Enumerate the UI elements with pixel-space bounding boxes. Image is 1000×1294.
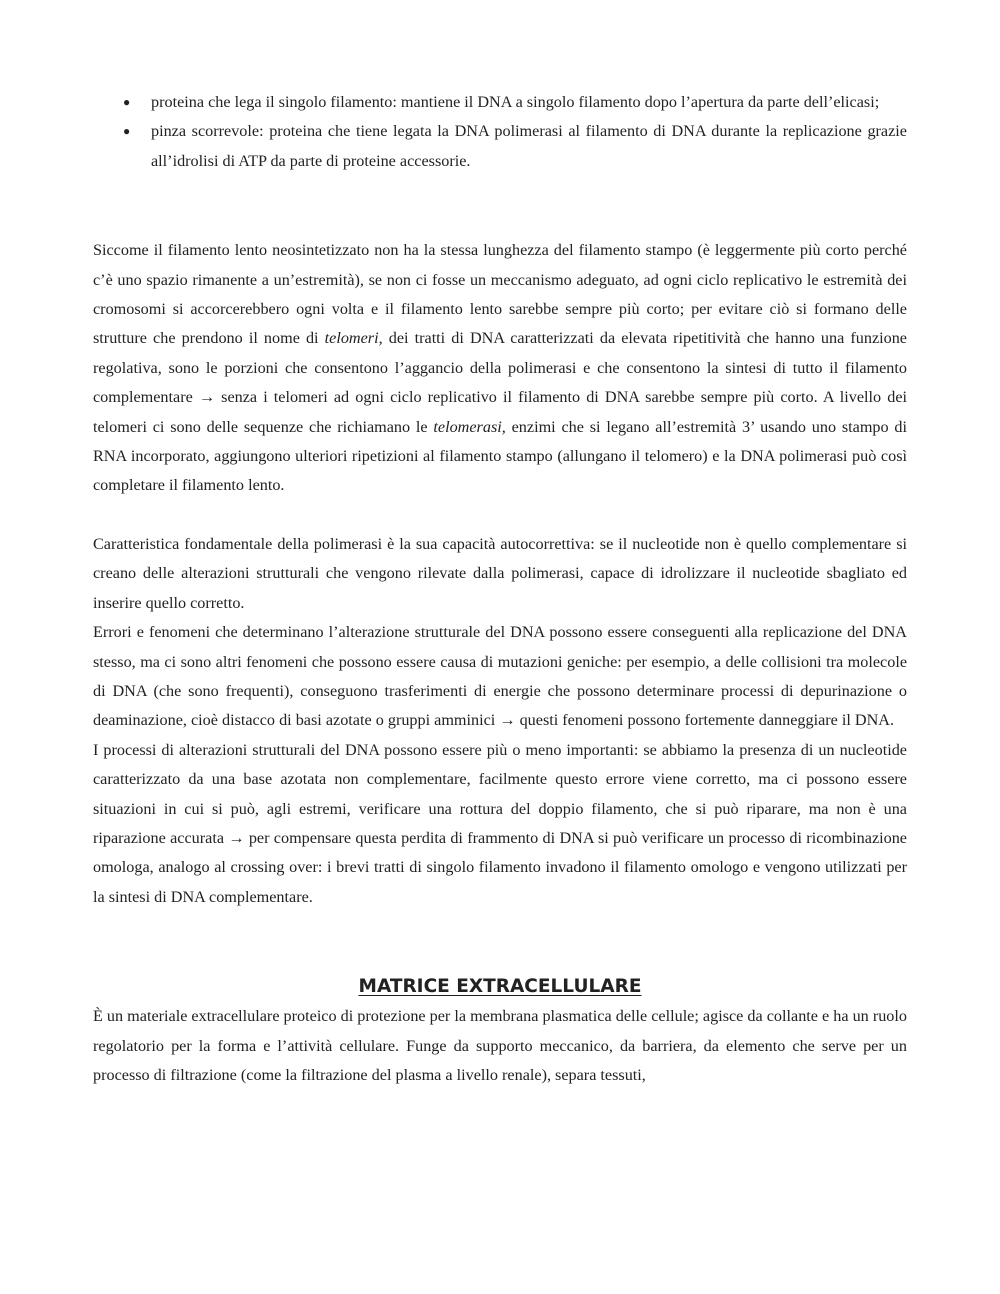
bullet-list <box>93 88 907 176</box>
paragraph-matrice: È un materiale extracellulare proteico di protezione per la membrana plasmatica delle cellule; agisce da collante e ha un ruolo regolatorio per la forma e l’attività cellulare. Funge da supporto meccanico, da barriera, da elemento che serve per un processo di filtrazione (come la filtrazione del plasma a livello renale), separa tessuti, <box>93 1007 907 1084</box>
spacer <box>93 501 907 530</box>
bullet-item-ssb <box>93 88 907 117</box>
bullet-item-sliding-clamp <box>93 117 907 176</box>
spacer <box>93 912 907 972</box>
paragraph-text: Siccome il filamento lento neosintetizzato non ha la stessa lunghezza del filamento stampo (è leggermente più corto perché c’è uno spazio rimanente a un’estremità), se non ci fosse un meccanismo adeguato, ad ogni ciclo replicativo le estremità dei cromosomi si accorcerebbero ogni volta e il filamento lento sarebbe sempre più corto; per evitare ciò si formano delle strutture che prendono il nome di <box>93 241 907 348</box>
bullet-text: proteina che lega il singolo filamento: mantiene il DNA a singolo filamento dopo l’apertura da parte dell’elicasi; <box>151 93 880 111</box>
document-page <box>93 88 907 1090</box>
bullet-dot-icon: ● <box>123 95 131 109</box>
paragraph-text: dei tratti di DNA caratterizzati da elevata ripetitività che hanno una funzione regolativa, sono le porzioni che consentono l’aggancio della polimerasi e che consentono la sintesi di tutto il filamento complementare → senza i telomeri ad ogni ciclo replicativo il filamento di DNA sarebbe sempre più corto. A livello dei telomeri ci sono delle sequenze che richiamano le <box>93 329 907 436</box>
paragraph-errori: Errori e fenomeni che determinano l’alterazione strutturale del DNA possono essere conseguenti alla replicazione del DNA stesso, ma ci sono altri fenomeni che possono essere causa di mutazioni geniche: per esempio, a delle collisioni tra molecole di DNA (che sono frequenti), conseguono trasferimenti di energie che possono determinare processi di depurinazione o deaminazione, cioè distacco di basi azotate o gruppi amminici → questi fenomeni possono fortemente danneggiare il DNA. <box>93 623 907 730</box>
bullet-dot-icon: ● <box>123 124 131 139</box>
bullet-text: pinza scorrevole: proteina che tiene legata la DNA polimerasi al filamento di DNA durante la replicazione grazie all’idrolisi di ATP da parte di proteine accessorie. <box>151 122 907 170</box>
paragraph-telomeri <box>93 236 907 501</box>
paragraph-text: enzimi che si legano all’estremità 3’ usando uno stampo di RNA incorporato, aggiungono ulteriori ripetizioni al filamento stampo (allungano il telomero) e la DNA polimerasi può così completare il filamento lento. <box>93 417 907 495</box>
section-heading: MATRICE EXTRACELLULARE <box>358 976 642 998</box>
paragraph-alterazioni: I processi di alterazioni strutturali del DNA possono essere più o meno importanti: se abbiamo la presenza di un nucleotide caratterizzato da una base azotata non complementare, facilmente questo errore viene corretto, ma ci possono essere situazioni in cui si può, agli estremi, verificare una rottura del doppio filamento, che si può riparare, ma non è una riparazione accurata → per compensare questa perdita di frammento di DNA si può verificare un processo di ricombinazione omologa, analogo al crossing over: i brevi tratti di singolo filamento invadono il filamento omologo e vengono utilizzati per la sintesi di DNA complementare. <box>93 740 907 906</box>
term-telomerasi: telomerasi, <box>433 417 506 436</box>
term-telomeri: telomeri, <box>324 329 383 348</box>
paragraph-autocorrettiva: Caratteristica fondamentale della polimerasi è la sua capacità autocorrettiva: se il nucleotide non è quello complementare si creano delle alterazioni strutturali che vengono rilevate dalla polimerasi, capace di idrolizzare il nucleotide sbagliato ed inserire quello corretto. <box>93 534 907 612</box>
spacer <box>93 176 907 236</box>
